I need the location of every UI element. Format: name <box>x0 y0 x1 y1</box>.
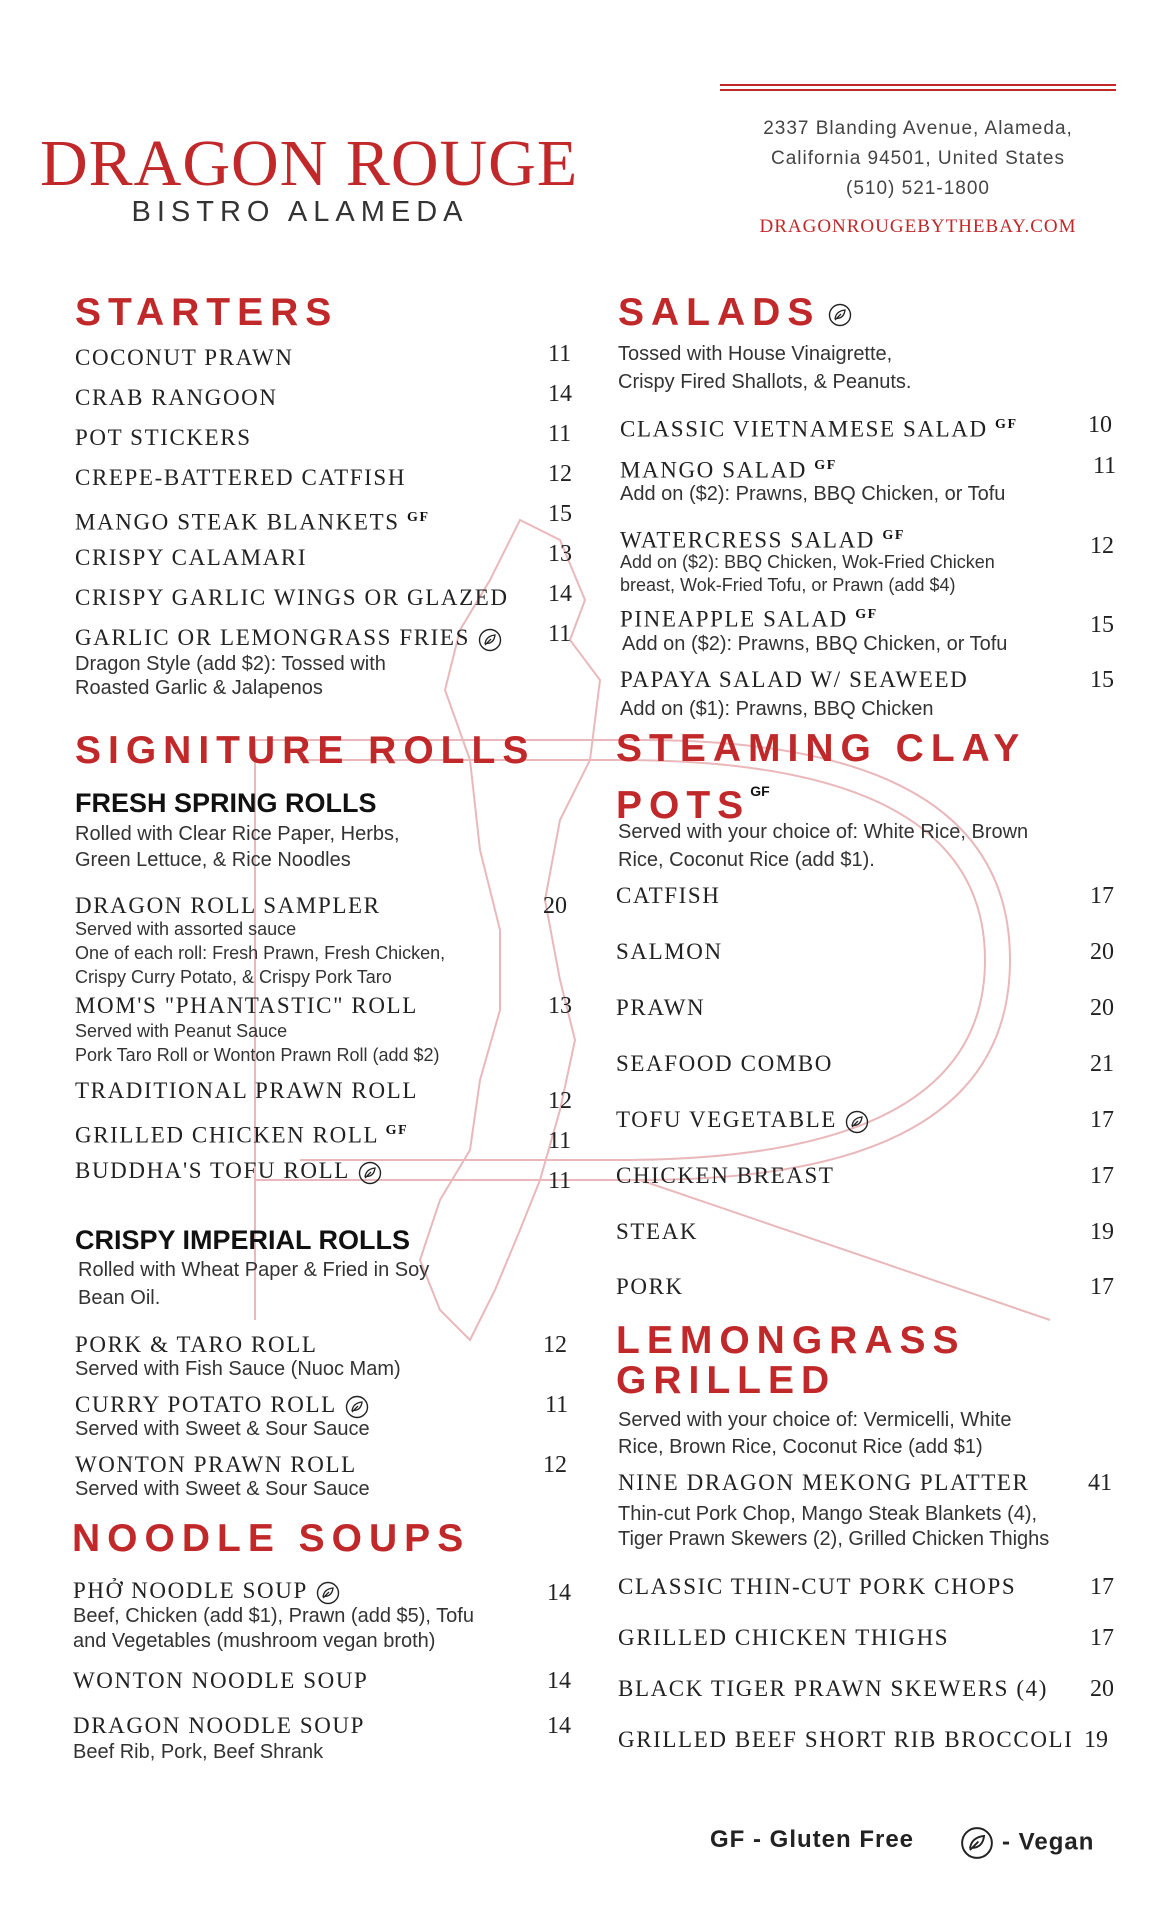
menu-item-name: GRILLED CHICKEN ROLL <box>75 1122 379 1148</box>
menu-item-name: GRILLED CHICKEN THIGHS <box>618 1625 950 1650</box>
menu-item-price: 20 <box>543 893 567 919</box>
menu-item-desc: Served with Sweet & Sour Sauce <box>75 1418 370 1440</box>
menu-item-name: CRAB RANGOON <box>75 385 278 410</box>
menu-item-name: CLASSIC THIN-CUT PORK CHOPS <box>618 1574 1017 1599</box>
menu-item-price: 17 <box>1090 1274 1114 1300</box>
menu-item <box>75 1158 382 1185</box>
grilled-desc: Served with your choice of: Vermicelli, White <box>618 1409 1012 1431</box>
website-link[interactable]: DRAGONROUGEBYTHEBAY.COM <box>759 216 1077 237</box>
menu-item <box>620 523 905 554</box>
menu-item-price: 10 <box>1088 412 1112 438</box>
legend-vegan <box>960 1826 1094 1860</box>
menu-item-desc: Served with Peanut Sauce <box>75 1021 288 1041</box>
menu-item <box>620 602 878 633</box>
menu-item-price: 15 <box>1090 612 1114 638</box>
salads-heading-text: SALADS <box>618 291 821 334</box>
menu-item-price: 13 <box>548 541 572 567</box>
menu-item-name: GARLIC OR LEMONGRASS FRIES <box>75 625 470 650</box>
menu-item-name: CURRY POTATO ROLL <box>75 1392 337 1417</box>
menu-item-price: 19 <box>1090 1219 1114 1245</box>
grilled-heading-line-2: GRILLED <box>616 1359 837 1402</box>
menu-item-price: 12 <box>548 1088 572 1114</box>
clay-pots-heading-text: POTS <box>616 784 751 827</box>
menu-item-price: 11 <box>548 341 572 367</box>
menu-item-name: MANGO SALAD <box>620 457 807 483</box>
menu-item-desc: Add on ($2): Prawns, BBQ Chicken, or Tofu <box>622 633 1008 655</box>
menu-item-name: TRADITIONAL PRAWN ROLL <box>75 1078 418 1103</box>
menu-item-desc: Add on ($2): Prawns, BBQ Chicken, or Tofu <box>620 483 1006 505</box>
menu-item-price: 11 <box>545 1392 569 1418</box>
clay-pots-heading-line-2 <box>616 770 770 827</box>
menu-item-price: 17 <box>1090 1625 1114 1651</box>
menu-item-name: DRAGON ROLL SAMPLER <box>75 893 381 918</box>
menu-item-name: NINE DRAGON MEKONG PLATTER <box>618 1470 1030 1495</box>
menu-item-price: 20 <box>1090 995 1114 1021</box>
menu-item-price: 14 <box>548 581 572 607</box>
menu-item-name: PHỞ NOODLE SOUP <box>73 1578 308 1603</box>
menu-item-name: MANGO STEAK BLANKETS <box>75 509 400 535</box>
menu-item-name: POT STICKERS <box>75 425 252 450</box>
menu-item-price: 17 <box>1090 1163 1114 1189</box>
menu-item-price: 14 <box>548 381 572 407</box>
menu-item-name: CHICKEN BREAST <box>616 1163 835 1188</box>
crispy-rolls-heading: CRISPY IMPERIAL ROLLS <box>75 1225 411 1255</box>
menu-item-price: 14 <box>547 1580 571 1606</box>
menu-item-desc: and Vegetables (mushroom vegan broth) <box>73 1630 436 1652</box>
crispy-rolls-desc: Bean Oil. <box>78 1287 161 1309</box>
menu-item-desc: Served with Fish Sauce (Nuoc Mam) <box>75 1358 401 1380</box>
menu-item-price: 41 <box>1088 1470 1112 1496</box>
gluten-free-mark: GF <box>882 528 906 543</box>
vegan-leaf-icon <box>358 1161 382 1185</box>
menu-item-price: 13 <box>548 993 572 1019</box>
menu-item-name: BLACK TIGER PRAWN SKEWERS (4) <box>618 1676 1049 1701</box>
vegan-leaf-icon <box>478 628 502 652</box>
menu-item <box>75 625 502 652</box>
menu-item-price: 19 <box>1084 1727 1108 1753</box>
menu-item-desc: Thin-cut Pork Chop, Mango Steak Blankets (4), <box>618 1503 1038 1525</box>
menu-item-price: 12 <box>548 461 572 487</box>
salads-heading <box>618 292 852 334</box>
gluten-free-mark: GF <box>814 458 837 473</box>
crispy-rolls-desc: Rolled with Wheat Paper & Fried in Soy <box>78 1259 430 1281</box>
menu-item <box>73 1578 340 1605</box>
phone-number: (510) 521-1800 <box>846 178 990 199</box>
menu-item-desc: Beef Rib, Pork, Beef Shrank <box>73 1741 324 1763</box>
menu-item-name: WONTON PRAWN ROLL <box>75 1452 357 1477</box>
menu-item <box>620 412 1018 443</box>
address-line-1: 2337 Blanding Avenue, Alameda, <box>763 118 1073 139</box>
header-rule <box>720 84 1116 86</box>
menu-item-price: 15 <box>1090 667 1114 693</box>
menu-item-name: CRISPY CALAMARI <box>75 545 308 570</box>
menu-item-name: PORK & TARO ROLL <box>75 1332 318 1357</box>
menu-item-desc: Pork Taro Roll or Wonton Prawn Roll (add $2) <box>75 1045 440 1065</box>
menu-item-name: GRILLED BEEF SHORT RIB BROCCOLI <box>618 1727 1074 1752</box>
legend-gluten-free: GF - Gluten Free <box>710 1826 915 1853</box>
fresh-rolls-heading: FRESH SPRING ROLLS <box>75 788 377 818</box>
salads-desc: Tossed with House Vinaigrette, <box>618 343 893 365</box>
menu-item-desc: One of each roll: Fresh Prawn, Fresh Chicken, <box>75 943 446 963</box>
menu-item-desc: Served with Sweet & Sour Sauce <box>75 1478 370 1500</box>
menu-item-name: DRAGON NOODLE SOUP <box>73 1713 366 1738</box>
menu-item-price: 11 <box>548 621 572 647</box>
menu-item <box>75 1392 369 1419</box>
gluten-free-mark: GF <box>995 417 1018 432</box>
menu-item-name: CREPE-BATTERED CATFISH <box>75 465 407 490</box>
menu-item-desc: Crispy Curry Potato, & Crispy Pork Taro <box>75 967 392 987</box>
menu-item-name: CLASSIC VIETNAMESE SALAD <box>620 416 988 442</box>
menu-item <box>75 1118 408 1149</box>
menu-item-price: 20 <box>1090 939 1114 965</box>
rolls-heading: SIGNITURE ROLLS <box>75 729 536 772</box>
vegan-leaf-icon <box>845 1110 869 1134</box>
menu-item-name: STEAK <box>616 1219 699 1244</box>
menu-item-name: CRISPY GARLIC WINGS OR GLAZED <box>75 585 509 610</box>
vegan-leaf-icon <box>345 1395 369 1419</box>
menu-item-price: 12 <box>543 1452 567 1478</box>
vegan-leaf-icon <box>960 1826 994 1860</box>
menu-item <box>620 453 837 484</box>
menu-item-price: 15 <box>548 501 572 527</box>
menu-item-name: SEAFOOD COMBO <box>616 1051 833 1076</box>
fresh-rolls-desc: Rolled with Clear Rice Paper, Herbs, <box>75 823 400 845</box>
menu-item-desc: Dragon Style (add $2): Tossed with <box>75 653 386 675</box>
menu-item-desc: Roasted Garlic & Jalapenos <box>75 677 323 699</box>
vegan-leaf-icon <box>828 303 852 327</box>
menu-item-name: WONTON NOODLE SOUP <box>73 1668 369 1693</box>
starters-heading: STARTERS <box>75 291 339 334</box>
menu-item-price: 21 <box>1090 1051 1114 1077</box>
menu-item <box>75 505 430 536</box>
menu-item-desc: Add on ($2): BBQ Chicken, Wok-Fried Chicken <box>620 552 995 572</box>
menu-item-price: 17 <box>1090 1574 1114 1600</box>
menu-item-price: 11 <box>548 1168 572 1194</box>
address-line-2: California 94501, United States <box>771 148 1065 169</box>
menu-item-name: PORK <box>616 1274 684 1299</box>
fresh-rolls-desc: Green Lettuce, & Rice Noodles <box>75 849 351 871</box>
menu-item-name: COCONUT PRAWN <box>75 345 294 370</box>
menu-item-name: TOFU VEGETABLE <box>616 1107 837 1132</box>
gluten-free-mark: GF <box>406 510 430 525</box>
menu-item-price: 11 <box>548 421 572 447</box>
clay-pots-heading-line-1: STEAMING CLAY <box>616 727 1027 770</box>
clay-pots-desc: Rice, Coconut Rice (add $1). <box>618 849 875 871</box>
menu-item-desc: breast, Wok-Fried Tofu, or Prawn (add $4) <box>620 575 956 595</box>
salads-desc: Crispy Fired Shallots, & Peanuts. <box>618 371 912 393</box>
brand-title: DRAGON ROUGE <box>40 127 579 200</box>
menu-item-name: PRAWN <box>616 995 706 1020</box>
menu-item-name: MOM'S "PHANTASTIC" ROLL <box>75 993 418 1018</box>
gluten-free-mark: GF <box>750 783 770 799</box>
vegan-leaf-icon <box>316 1581 340 1605</box>
menu-item-price: 14 <box>547 1668 571 1694</box>
menu-item-name: PAPAYA SALAD W/ SEAWEED <box>620 667 969 692</box>
grilled-heading-line-1: LEMONGRASS <box>616 1319 966 1362</box>
menu-item-price: 12 <box>1090 533 1114 559</box>
menu-item-name: WATERCRESS SALAD <box>620 527 875 553</box>
menu-item-name: CATFISH <box>616 883 721 908</box>
menu-item <box>616 1107 869 1134</box>
brand-subtitle: BISTRO ALAMEDA <box>131 196 469 228</box>
menu-item-price: 12 <box>543 1332 567 1358</box>
menu-item-price: 11 <box>1093 453 1117 479</box>
noodles-heading: NOODLE SOUPS <box>72 1517 471 1560</box>
menu-item-name: BUDDHA'S TOFU ROLL <box>75 1158 350 1183</box>
legend-vegan-text: - Vegan <box>1002 1828 1095 1856</box>
menu-item-desc: Add on ($1): Prawns, BBQ Chicken <box>620 698 934 720</box>
menu-item-price: 14 <box>547 1713 571 1739</box>
menu-item-desc: Beef, Chicken (add $1), Prawn (add $5), Tofu <box>73 1605 474 1627</box>
menu-item-price: 17 <box>1090 883 1114 909</box>
menu-item-name: PINEAPPLE SALAD <box>620 606 848 632</box>
header-rule <box>720 89 1116 91</box>
menu-item-desc: Served with assorted sauce <box>75 919 297 939</box>
gluten-free-mark: GF <box>385 1123 409 1138</box>
menu-item-desc: Tiger Prawn Skewers (2), Grilled Chicken Thighs <box>618 1528 1050 1550</box>
grilled-desc: Rice, Brown Rice, Coconut Rice (add $1) <box>618 1436 983 1458</box>
menu-item-price: 17 <box>1090 1107 1114 1133</box>
clay-pots-desc: Served with your choice of: White Rice, Brown <box>618 821 1029 843</box>
menu-item-price: 11 <box>548 1128 572 1154</box>
gluten-free-mark: GF <box>855 607 878 622</box>
menu-item-name: SALMON <box>616 939 723 964</box>
menu-item-price: 20 <box>1090 1676 1114 1702</box>
